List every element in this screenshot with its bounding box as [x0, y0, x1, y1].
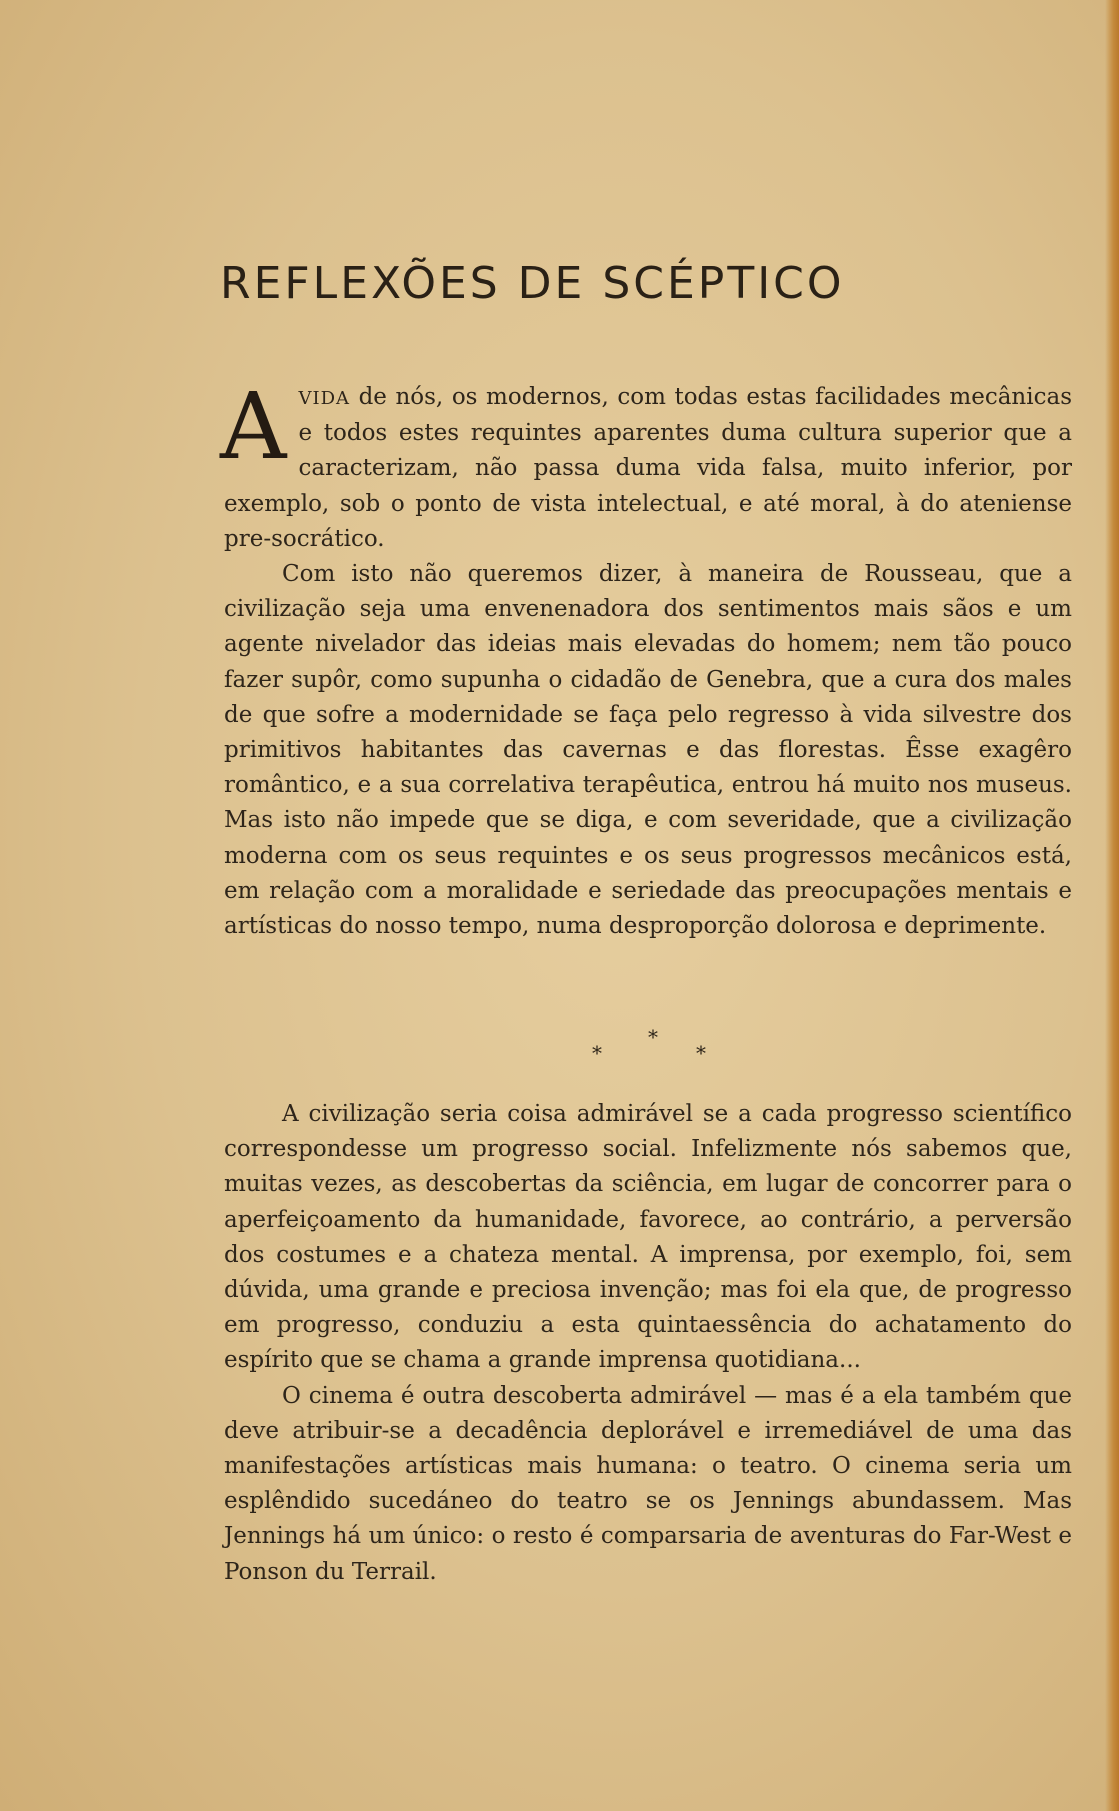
section-2: [224, 1097, 1072, 1590]
paragraph-1-text: de nós, os modernos, com todas estas facilidades mecânicas e todos estes requintes aparentes duma cultura superior que a caracterizam, não passa duma vida falsa, muito inferior, por exemplo, sob o ponto de vista intelectual, e até moral, à do ateniense pre-socrático.: [224, 384, 1072, 552]
drop-cap: A: [220, 373, 287, 480]
section-separator: [592, 1025, 712, 1069]
section-1: [220, 373, 1072, 944]
paragraph-2: Com isto não queremos dizer, à maneira de Rousseau, que a civilização seja uma envenenadora dos sentimentos mais sãos e um agente nivelador das ideias mais elevadas do homem; nem tão pouco fazer supôr, como supunha o cidadão de Genebra, que a cura dos males de que sofre a modernidade se faça pelo regresso à vida silvestre dos primitivos habitantes das cavernas e das florestas. Êsse exagêro romântico, e a sua correlativa terapêutica, entrou há muito nos museus. Mas isto não impede que se diga, e com severidade, que a civilização moderna com os seus requintes e os seus progressos mecânicos está, em relação com a moralidade e seriedade das preocupações mentais e artísticas do nosso tempo, numa desproporção dolorosa e deprimente.: [224, 561, 1072, 940]
paragraph-4: O cinema é outra descoberta admirável — mas é a ela também que deve atribuir-se a decadência deplorável e irremediável de uma das manifestações artísticas mais humana: o teatro. O cinema seria um esplêndido sucedáneo do teatro se os Jennings abundassem. Mas Jennings há um único: o resto é comparsaria de aventuras do Far-West e Ponson du Terrail.: [224, 1382, 1072, 1585]
page-edge: [1105, 0, 1119, 1811]
asterisk-icon: *: [648, 1025, 658, 1049]
page-title: REFLEXÕES DE SCÉPTICO: [220, 258, 845, 309]
asterisk-icon: *: [592, 1041, 602, 1065]
asterisk-icon: *: [696, 1041, 706, 1065]
lead-smallcaps: VIDA: [298, 388, 350, 409]
paragraph-3: A civilização seria coisa admirável se a cada progresso scientífico correspondesse um progresso social. Infelizmente nós sabemos que, muitas vezes, as descobertas da sciência, em lugar de concorrer para o aperfeiçoamento da humanidade, favorece, ao contrário, a perversão dos costumes e a chateza mental. A imprensa, por exemplo, foi, sem dúvida, uma grande e preciosa invenção; mas foi ela que, de progresso em progresso, conduziu a esta quintaessência do achatamento do espírito que se chama a grande imprensa quotidiana...: [224, 1101, 1072, 1374]
paragraph-1: [220, 373, 1072, 557]
